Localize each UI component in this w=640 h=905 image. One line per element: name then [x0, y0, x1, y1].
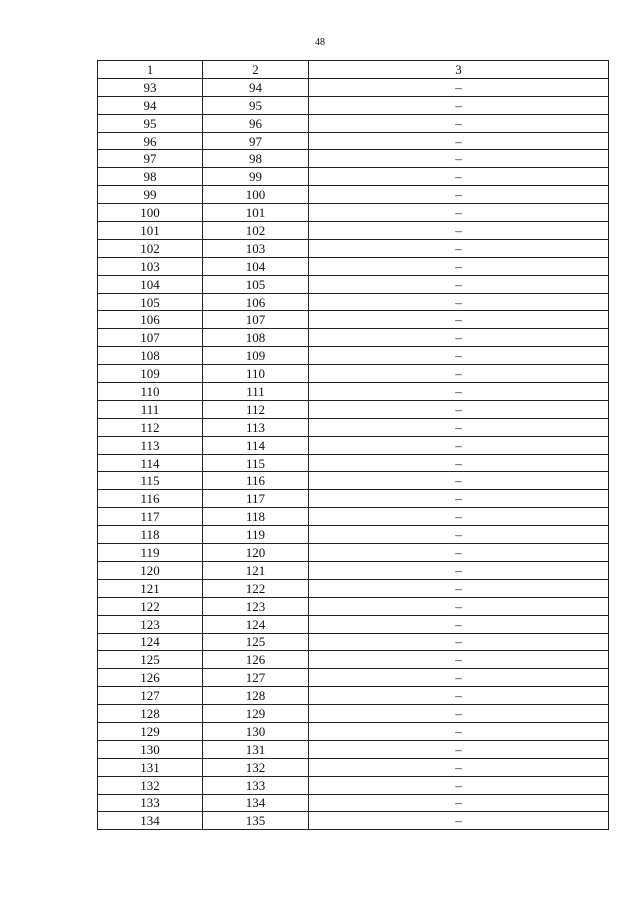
table-cell: 100	[98, 204, 203, 222]
table-cell: 105	[203, 275, 309, 293]
table-cell: –	[309, 400, 609, 418]
table-row	[98, 78, 609, 96]
table-cell: –	[309, 740, 609, 758]
table-cell: –	[309, 561, 609, 579]
table-cell: –	[309, 311, 609, 329]
table-cell: –	[309, 383, 609, 401]
table-cell: 121	[98, 579, 203, 597]
table-row	[98, 365, 609, 383]
table-cell: 124	[203, 615, 309, 633]
table-cell: 103	[98, 257, 203, 275]
table-cell: 133	[203, 776, 309, 794]
table-cell: 112	[203, 400, 309, 418]
table-cell: 126	[98, 669, 203, 687]
table-row	[98, 311, 609, 329]
table-row	[98, 776, 609, 794]
table-cell: 104	[98, 275, 203, 293]
table-cell: –	[309, 526, 609, 544]
table-cell: 123	[98, 615, 203, 633]
table-cell: 128	[203, 687, 309, 705]
table-cell: 125	[203, 633, 309, 651]
table-cell: 102	[203, 222, 309, 240]
table-row	[98, 544, 609, 562]
table-row	[98, 687, 609, 705]
table-cell: 96	[98, 132, 203, 150]
table-cell: –	[309, 705, 609, 723]
table-cell: 122	[98, 597, 203, 615]
table-cell: 94	[98, 96, 203, 114]
table-cell: –	[309, 579, 609, 597]
table-cell: 132	[203, 758, 309, 776]
table-cell: –	[309, 132, 609, 150]
table-cell: 126	[203, 651, 309, 669]
table-row	[98, 561, 609, 579]
table-row	[98, 257, 609, 275]
table-cell: 133	[98, 794, 203, 812]
table-cell: 125	[98, 651, 203, 669]
table-cell: 129	[203, 705, 309, 723]
table-cell: 109	[98, 365, 203, 383]
table-cell: 120	[203, 544, 309, 562]
table-cell: 119	[203, 526, 309, 544]
table-cell: 111	[98, 400, 203, 418]
table-row	[98, 150, 609, 168]
table-cell: 107	[203, 311, 309, 329]
table-cell: –	[309, 96, 609, 114]
data-table	[97, 60, 609, 830]
table-cell: 122	[203, 579, 309, 597]
table-cell: –	[309, 472, 609, 490]
table-cell: 115	[203, 454, 309, 472]
table-cell: 99	[203, 168, 309, 186]
table-row	[98, 669, 609, 687]
table-cell: 121	[203, 561, 309, 579]
table-body	[98, 78, 609, 829]
table-cell: 97	[203, 132, 309, 150]
table-cell: 113	[98, 436, 203, 454]
table-row	[98, 114, 609, 132]
table-cell: –	[309, 168, 609, 186]
table-row	[98, 490, 609, 508]
table-cell: 93	[98, 78, 203, 96]
table-row	[98, 347, 609, 365]
table-cell: 105	[98, 293, 203, 311]
table-cell: 94	[203, 78, 309, 96]
table-cell: 96	[203, 114, 309, 132]
table-row	[98, 293, 609, 311]
table-header-row	[98, 61, 609, 79]
table-cell: –	[309, 454, 609, 472]
table-row	[98, 615, 609, 633]
table-row	[98, 812, 609, 830]
table-cell: 110	[203, 365, 309, 383]
table-cell: –	[309, 669, 609, 687]
table-cell: 99	[98, 186, 203, 204]
table-cell: –	[309, 78, 609, 96]
table-cell: 104	[203, 257, 309, 275]
table-cell: –	[309, 293, 609, 311]
table-cell: 131	[203, 740, 309, 758]
table-row	[98, 96, 609, 114]
table-row	[98, 436, 609, 454]
table-cell: 106	[203, 293, 309, 311]
table-cell: 130	[203, 722, 309, 740]
page-number: 48	[315, 37, 325, 48]
table-row	[98, 275, 609, 293]
table-row	[98, 400, 609, 418]
table-cell: 107	[98, 329, 203, 347]
table-cell: 106	[98, 311, 203, 329]
table-cell: 102	[98, 239, 203, 257]
column-header: 2	[203, 61, 309, 79]
table-cell: –	[309, 544, 609, 562]
table-cell: 116	[203, 472, 309, 490]
table-row	[98, 418, 609, 436]
table-cell: 134	[203, 794, 309, 812]
table-row	[98, 705, 609, 723]
column-header: 3	[309, 61, 609, 79]
table-cell: –	[309, 222, 609, 240]
table-cell: –	[309, 204, 609, 222]
table-cell: 116	[98, 490, 203, 508]
table-cell: 124	[98, 633, 203, 651]
table-cell: 109	[203, 347, 309, 365]
table-cell: 114	[203, 436, 309, 454]
table-cell: –	[309, 758, 609, 776]
table-cell: 131	[98, 758, 203, 776]
table-row	[98, 186, 609, 204]
table-cell: 115	[98, 472, 203, 490]
table-cell: 128	[98, 705, 203, 723]
table-cell: –	[309, 257, 609, 275]
table-cell: –	[309, 114, 609, 132]
column-header: 1	[98, 61, 203, 79]
table-cell: 118	[98, 526, 203, 544]
table-cell: –	[309, 633, 609, 651]
table-cell: 98	[203, 150, 309, 168]
table-row	[98, 454, 609, 472]
table-cell: 108	[203, 329, 309, 347]
table-cell: 98	[98, 168, 203, 186]
table-cell: –	[309, 490, 609, 508]
table-cell: 113	[203, 418, 309, 436]
table-cell: 132	[98, 776, 203, 794]
table-row	[98, 758, 609, 776]
table-cell: –	[309, 275, 609, 293]
table-cell: 97	[98, 150, 203, 168]
table-cell: 95	[98, 114, 203, 132]
table-cell: 103	[203, 239, 309, 257]
table-cell: 101	[98, 222, 203, 240]
table-cell: –	[309, 436, 609, 454]
table-cell: 111	[203, 383, 309, 401]
table-row	[98, 222, 609, 240]
table-cell: –	[309, 776, 609, 794]
table-row	[98, 383, 609, 401]
table-row	[98, 508, 609, 526]
table-cell: 129	[98, 722, 203, 740]
table-cell: 117	[98, 508, 203, 526]
table-cell: –	[309, 508, 609, 526]
table-cell: –	[309, 150, 609, 168]
table-cell: –	[309, 186, 609, 204]
table-cell: –	[309, 615, 609, 633]
table-row	[98, 329, 609, 347]
table-cell: 114	[98, 454, 203, 472]
table-cell: 119	[98, 544, 203, 562]
table-cell: –	[309, 722, 609, 740]
table-cell: –	[309, 794, 609, 812]
table-cell: 100	[203, 186, 309, 204]
table-cell: 127	[203, 669, 309, 687]
table-cell: –	[309, 687, 609, 705]
table-row	[98, 597, 609, 615]
table-cell: 118	[203, 508, 309, 526]
table-cell: 127	[98, 687, 203, 705]
table-row	[98, 794, 609, 812]
table-cell: 117	[203, 490, 309, 508]
table-cell: 130	[98, 740, 203, 758]
table-row	[98, 579, 609, 597]
table-cell: 123	[203, 597, 309, 615]
table-row	[98, 651, 609, 669]
table-row	[98, 132, 609, 150]
table-row	[98, 633, 609, 651]
table-cell: –	[309, 347, 609, 365]
table-row	[98, 740, 609, 758]
table-row	[98, 526, 609, 544]
table-row	[98, 472, 609, 490]
table-cell: –	[309, 597, 609, 615]
table-row	[98, 722, 609, 740]
table-cell: –	[309, 812, 609, 830]
table-row	[98, 204, 609, 222]
table-cell: 95	[203, 96, 309, 114]
table-cell: 101	[203, 204, 309, 222]
table-cell: –	[309, 239, 609, 257]
table-cell: 135	[203, 812, 309, 830]
table-cell: 108	[98, 347, 203, 365]
table-row	[98, 168, 609, 186]
table-cell: 110	[98, 383, 203, 401]
table-cell: –	[309, 418, 609, 436]
table-cell: 134	[98, 812, 203, 830]
table-cell: –	[309, 329, 609, 347]
table-row	[98, 239, 609, 257]
table-cell: 112	[98, 418, 203, 436]
table-cell: –	[309, 365, 609, 383]
table-cell: 120	[98, 561, 203, 579]
table-cell: –	[309, 651, 609, 669]
